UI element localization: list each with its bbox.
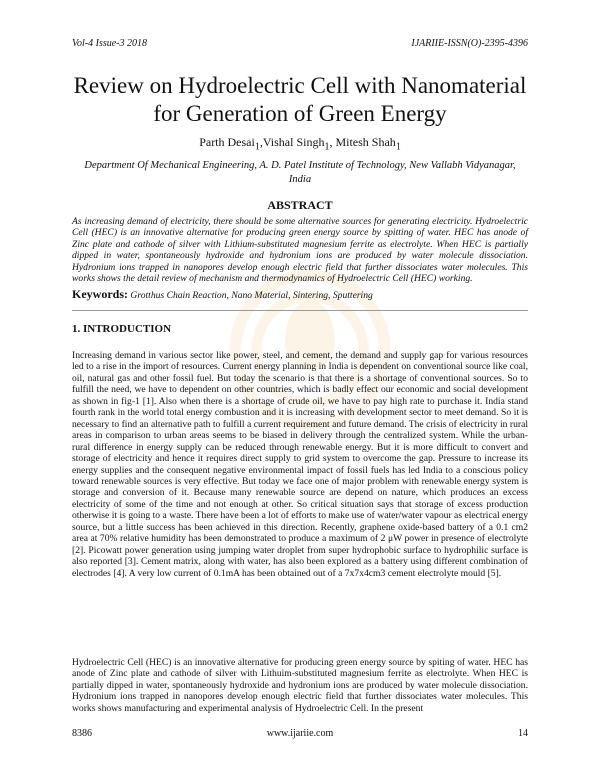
issn: IJARIIE-ISSN(O)-2395-4396 [411, 38, 528, 49]
paper-title: Review on Hydroelectric Cell with Nanomaterial for Generation of Green Energy [73, 73, 527, 126]
page-footer [72, 728, 528, 739]
section-heading: 1. INTRODUCTION [72, 323, 172, 335]
author-1: Parth Desai [199, 135, 255, 149]
keywords: Keywords: Grotthus Chain Reaction, Nano Material, Sintering, Sputtering [72, 287, 373, 301]
keywords-value: Grotthus Chain Reaction, Nano Material, Sintering, Sputtering [130, 290, 373, 301]
affil-mark: 1 [395, 141, 401, 153]
abstract-text: As increasing demand of electricity, there should be some alternative sources for generating electricity. Hydroelectric Cell (HEC) is an innovative alternative for producing green energy source by spitting of water. HEC has anode of Zinc plate and cathode of silver with Lithium-substituted magnesium ferrite as electrolyte. When HEC is partially dipped in water, spontaneously hydroxide and hydronium ions are produced by water molecule dissociation. Hydronium ions trapped in nanopores develop enough electric field that further dissociates water molecules. This works shows the detail review of mechanism and thermodynamics of Hydroelectric Cell (HEC) working. [72, 216, 528, 285]
keywords-label: Keywords [72, 287, 124, 301]
article-number: 8386 [72, 728, 92, 739]
intro-paragraph-2: Hydroelectric Cell (HEC) is an innovative alternative for producing green energy source by spiting of water. HEC has anode of Zinc plate and cathode of silver with Lithuim-substituted magnesium ferrite as electrolyte. When HEC is partially dipped in water, spontaneously hydroxide and hydronium ions are produced by water molecule dissociation. Hydronium ions trapped in nanopores develop enough electric field that further dissociates water molecules. This works shows manufacturing and experimental analysis of Hydroelectric Cell. In the present [72, 657, 528, 714]
volume-issue: Vol-4 Issue-3 2018 [72, 38, 147, 49]
divider [72, 310, 528, 311]
intro-paragraph-1: Increasing demand in various sector like power, steel, and cement, the demand and supply gap for various resources led to a rise in the import of resources. Current energy planning in India is dependent on conventional source like coal, oil, natural gas and other fossil fuel. But today the scenario is that there is a shortage of conventional sources. So to fulfill the need, we have to dependent on other countries, which is badly effect our economic and social development as shown in fig-1 [1]. Also when there is a shortage of crude oil, we have to pay high rate to purchase it. India stand fourth rank in the world total energy combustion and it is increasing with development sector to meet demand. So it is necessary to find an alternative path to fulfill a current requirement and future demand. The crisis of electricity in rural areas in comparison to urban areas seems to be biased in delivery through the centralized system. While the urban-rural difference in energy supply can be reduced through renewable energy. But it is more difficult to convert and storage of electricity and hence it requires direct supply to grid system to overcome the gap. Pressure to increase its energy supplies and the consequent negative environmental impact of fossil fuels has led India to a conscious policy toward renewable sources is very effective. But today we face one of major problem with renewable energy system is storage and conversion of it. Because many renewable source are depend on nature, which produces an excess electricity of some of the time and not enough at other. So critical situation says that storage of excess production otherwise it is going to a waste. There have been a lot of efforts to make use of water/water vapour as electrical energy source, but a little success has been achieved in this direction. Recently, graphene oxide-based battery of a 0.1 cm2 area at 70% relative humidity has been demonstrated to produce a maximum of 2 μW power in presence of electrolyte [2]. Picowatt power generation using jumping water droplet from super hydrophobic surface to hydrophilic surface is also reported [3]. Cement matrix, along with water, has also been explored as a battery using different combination of electrodes [4]. A very low current of 0.1mA has been obtained out of a 7x7x4cm3 cement electrolyte mould [5]. [72, 350, 528, 579]
affiliation: Department Of Mechanical Engineering, A. D. Patel Institute of Technology, New Vallabh Vidyanagar, India [84, 160, 516, 185]
affil-mark: 1 [324, 141, 330, 153]
author-2: Vishal Singh [262, 135, 325, 149]
author-3: Mitesh Shah [335, 135, 396, 149]
running-header [72, 38, 528, 49]
abstract-heading: ABSTRACT [267, 198, 333, 212]
page-number: 14 [518, 728, 528, 739]
journal-website: www.ijariie.com [266, 728, 334, 739]
affil-mark: 1 [254, 141, 260, 153]
author-list: Parth Desai$_1$,Vishal Singh$_1$, Mitesh Shah$_1$ [199, 135, 401, 153]
